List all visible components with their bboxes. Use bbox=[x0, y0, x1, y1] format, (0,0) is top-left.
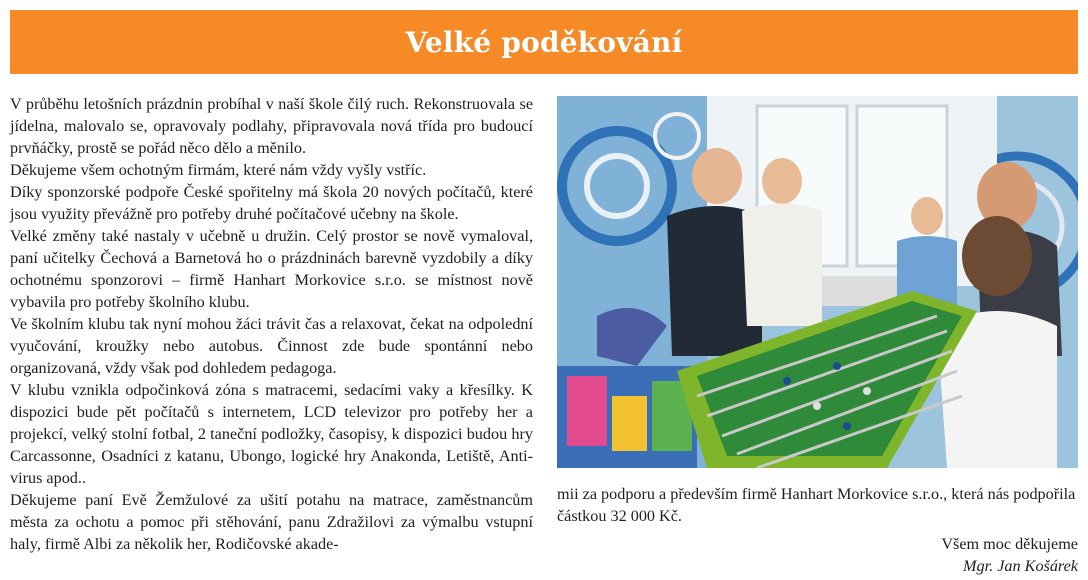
article-title: Velké poděkování bbox=[405, 25, 683, 59]
paragraph: Děkujeme všem ochotným firmám, které nám vždy vyšly vstříc. bbox=[10, 161, 427, 179]
right-column bbox=[557, 483, 1078, 577]
paragraph: V klubu vznikla odpočinková zóna s matracemi, sedacími vaky a křesílky. K dispozici bude pět počítačů s internetem, LCD televizor pro potřeby her a projekcí, velký stolní fotbal, 2 taneční podložky, časopisy, k dispozici budou hry Carcassonne, Osadníci z katanu, Ubongo, logické hry Anakonda, Letiště, Anti-virus apod.. bbox=[10, 381, 533, 487]
paragraph: Děkujeme paní Evě Žemžulové za ušití potahu na matrace, zaměstnancům města za ochotu a pomoc při stěhování, panu Zdražilovi za výmalbu vstupní haly, firmě Albi za několik her, Rodičovské akade- bbox=[10, 491, 533, 553]
paragraph: Ve školním klubu tak nyní mohou žáci trávit čas a relaxovat, čekat na odpolední vyučování, kroužky nebo autobus. Činnost zde bude spontánní nebo organizovaná, vždy však pod dohledem pedagoga. bbox=[10, 315, 533, 377]
paragraph: Velké změny také nastaly v učebně u družin. Celý prostor se nově vymaloval, paní učitelky Čechová a Barnetová ho o prázdninách barevně vyzdobily a díky ochotnému sponzorovi – firmě Hanhart Morkovice s.r.o. se místnost nově vybavila pro potřeby školního klubu. bbox=[10, 227, 533, 311]
paragraph: V průběhu letošních prázdnin probíhal v naší škole čilý ruch. Rekonstruovala se jídelna, malovalo se, opravovaly podlahy, připravovala nová třída pro budoucí prvňáčky, prostě se pořád něco dělo a měnilo. bbox=[10, 95, 533, 157]
left-column bbox=[10, 93, 533, 555]
title-banner bbox=[10, 10, 1078, 74]
article-photo bbox=[557, 96, 1078, 468]
signature: Mgr. Jan Košárek bbox=[963, 557, 1078, 575]
paragraph: mii za podporu a především firmě Hanhart Morkovice s.r.o., která nás podpořila částkou 32 000 Kč. bbox=[557, 485, 1076, 525]
signoff: Všem moc děkujeme bbox=[941, 535, 1078, 553]
paragraph: Díky sponzorské podpoře České spořitelny má škola 20 nových počítačů, které jsou využity převážně pro potřeby druhé počítačové učebny na škole. bbox=[10, 183, 533, 223]
foosball-photo bbox=[557, 96, 1078, 468]
